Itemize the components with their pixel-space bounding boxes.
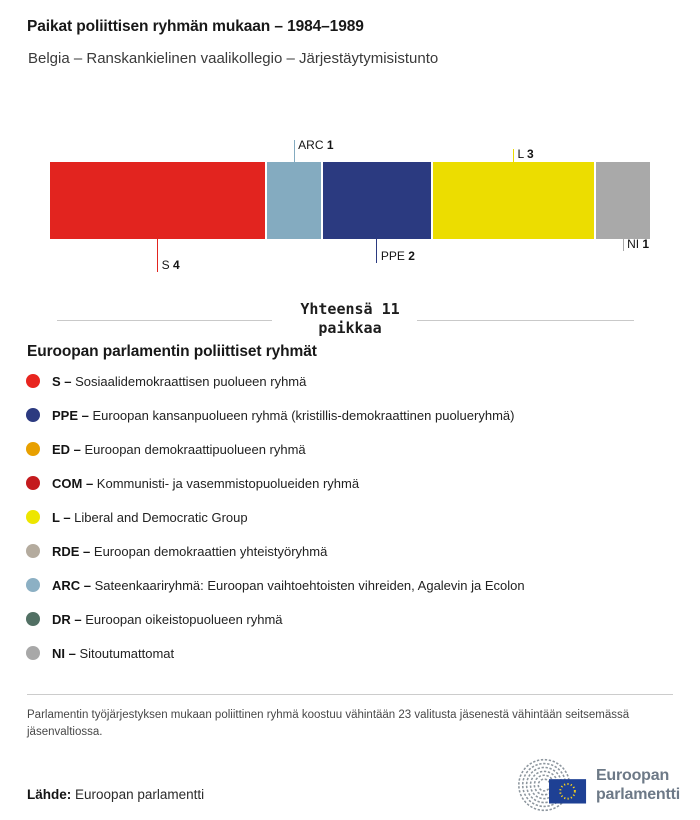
total-divider-left bbox=[57, 320, 272, 321]
legend-item-code: ARC – bbox=[52, 577, 95, 593]
legend-item-dr bbox=[26, 609, 283, 629]
legend-dot-ni bbox=[26, 646, 40, 660]
legend-item-text bbox=[52, 510, 248, 525]
legend-dot-rde bbox=[26, 544, 40, 558]
callout-line-l bbox=[513, 149, 514, 162]
bar-segment-l bbox=[433, 162, 594, 239]
page-subtitle: Belgia – Ranskankielinen vaalikollegio – Järjestäytymisistunto bbox=[28, 50, 439, 67]
callout-line-ni bbox=[623, 239, 624, 251]
legend-item-code: NI – bbox=[52, 645, 80, 661]
group-seats: 1 bbox=[326, 138, 334, 152]
legend-dot-ppe bbox=[26, 408, 40, 422]
legend-item-text bbox=[52, 612, 283, 627]
legend-item-name: Sosiaalidemokraattisen puolueen ryhmä bbox=[75, 373, 307, 389]
group-code: NI bbox=[627, 237, 643, 251]
legend-heading: Euroopan parlamentin poliittiset ryhmät bbox=[27, 343, 317, 360]
legend-item-name: Liberal and Democratic Group bbox=[74, 509, 248, 525]
total-seats-line2: paikkaa bbox=[318, 319, 382, 337]
legend-item-ppe bbox=[26, 405, 514, 425]
logo-text-line1: Euroopan bbox=[595, 767, 670, 784]
group-seats: 4 bbox=[172, 258, 180, 272]
legend-item-name: Euroopan oikeistopuolueen ryhmä bbox=[85, 611, 283, 627]
total-divider-right bbox=[417, 320, 634, 321]
logo-text bbox=[596, 766, 680, 804]
bar-segment-ni bbox=[596, 162, 650, 239]
legend-item-code: RDE – bbox=[52, 543, 94, 559]
legend-item-code: COM – bbox=[52, 475, 97, 491]
legend-item-code: S – bbox=[52, 373, 76, 389]
group-code: PPE bbox=[380, 249, 409, 263]
legend-item-text bbox=[52, 646, 174, 661]
legend-item-text bbox=[52, 476, 359, 491]
group-seats: 3 bbox=[527, 147, 534, 161]
legend-item-name: Euroopan kansanpuolueen ryhmä (kristillis-demokraattinen puolueryhmä) bbox=[92, 407, 515, 423]
legend-item-name: Kommunisti- ja vasemmistopuolueiden ryhmä bbox=[96, 475, 360, 491]
bar-segment-s bbox=[50, 162, 265, 239]
legend-item-ed bbox=[26, 439, 306, 459]
legend-item-ni bbox=[26, 643, 174, 663]
callout-line-arc bbox=[294, 140, 295, 162]
legend-item-s bbox=[26, 371, 306, 391]
legend-item-rde bbox=[26, 541, 327, 561]
seats-stacked-bar-chart bbox=[0, 0, 700, 300]
group-code: ARC bbox=[298, 138, 327, 152]
total-seats-label bbox=[0, 300, 700, 338]
total-seats-line1: Yhteensä 11 bbox=[300, 300, 400, 318]
legend-item-l bbox=[26, 507, 248, 527]
callout-label-ni bbox=[627, 237, 649, 251]
group-seats: 2 bbox=[408, 249, 415, 263]
legend-dot-s bbox=[26, 374, 40, 388]
legend-dot-arc bbox=[26, 578, 40, 592]
legend-item-name: Sateenkaariryhmä: Euroopan vaihtoehtoisten vihreiden, Agalevin ja Ecolon bbox=[94, 577, 525, 593]
legend-item-com bbox=[26, 473, 359, 493]
legend-item-code: ED – bbox=[52, 441, 85, 457]
bar-segment-ppe bbox=[323, 162, 431, 239]
source-label: Lähde: bbox=[27, 787, 72, 802]
logo-text-line2: parlamentti bbox=[595, 786, 680, 803]
callout-label-ppe bbox=[381, 249, 415, 263]
group-seats: 1 bbox=[642, 237, 650, 251]
bar-segment-arc bbox=[267, 162, 321, 239]
callout-line-ppe bbox=[376, 239, 377, 263]
footnote: Parlamentin työjärjestyksen mukaan poliittinen ryhmä koostuu vähintään 23 valitusta jäsenestä vähintään seitsemässä jäsenvaltiossa. bbox=[27, 709, 630, 738]
legend-dot-ed bbox=[26, 442, 40, 456]
group-code: L bbox=[517, 147, 528, 161]
source-value: Euroopan parlamentti bbox=[75, 787, 205, 802]
eu-flag bbox=[549, 779, 586, 803]
legend-item-arc bbox=[26, 575, 525, 595]
legend-item-name: Euroopan demokraattien yhteistyöryhmä bbox=[93, 543, 328, 559]
hemicycle-eu-flag-icon bbox=[512, 757, 590, 813]
callout-label-s bbox=[162, 258, 180, 272]
source-line bbox=[27, 787, 204, 802]
legend-dot-l bbox=[26, 510, 40, 524]
european-parliament-logo bbox=[512, 757, 680, 813]
page-title: Paikat poliittisen ryhmän mukaan – 1984–1989 bbox=[27, 18, 364, 35]
legend-item-text bbox=[52, 442, 306, 457]
legend-item-code: PPE – bbox=[52, 407, 93, 423]
footnote-divider bbox=[27, 694, 673, 695]
legend-item-name: Sitoutumattomat bbox=[79, 645, 175, 661]
legend-item-text bbox=[52, 374, 306, 389]
callout-label-l bbox=[517, 147, 533, 161]
legend-item-code: DR – bbox=[52, 611, 86, 627]
callout-label-arc bbox=[298, 138, 333, 152]
legend-item-name: Euroopan demokraattipuolueen ryhmä bbox=[84, 441, 306, 457]
legend-dot-dr bbox=[26, 612, 40, 626]
legend-item-text bbox=[52, 408, 514, 423]
legend-item-code: L – bbox=[52, 509, 75, 525]
legend-item-text bbox=[52, 544, 327, 559]
legend-dot-com bbox=[26, 476, 40, 490]
callout-line-s bbox=[157, 239, 158, 272]
group-code: S bbox=[161, 258, 173, 272]
legend-item-text bbox=[52, 578, 525, 593]
